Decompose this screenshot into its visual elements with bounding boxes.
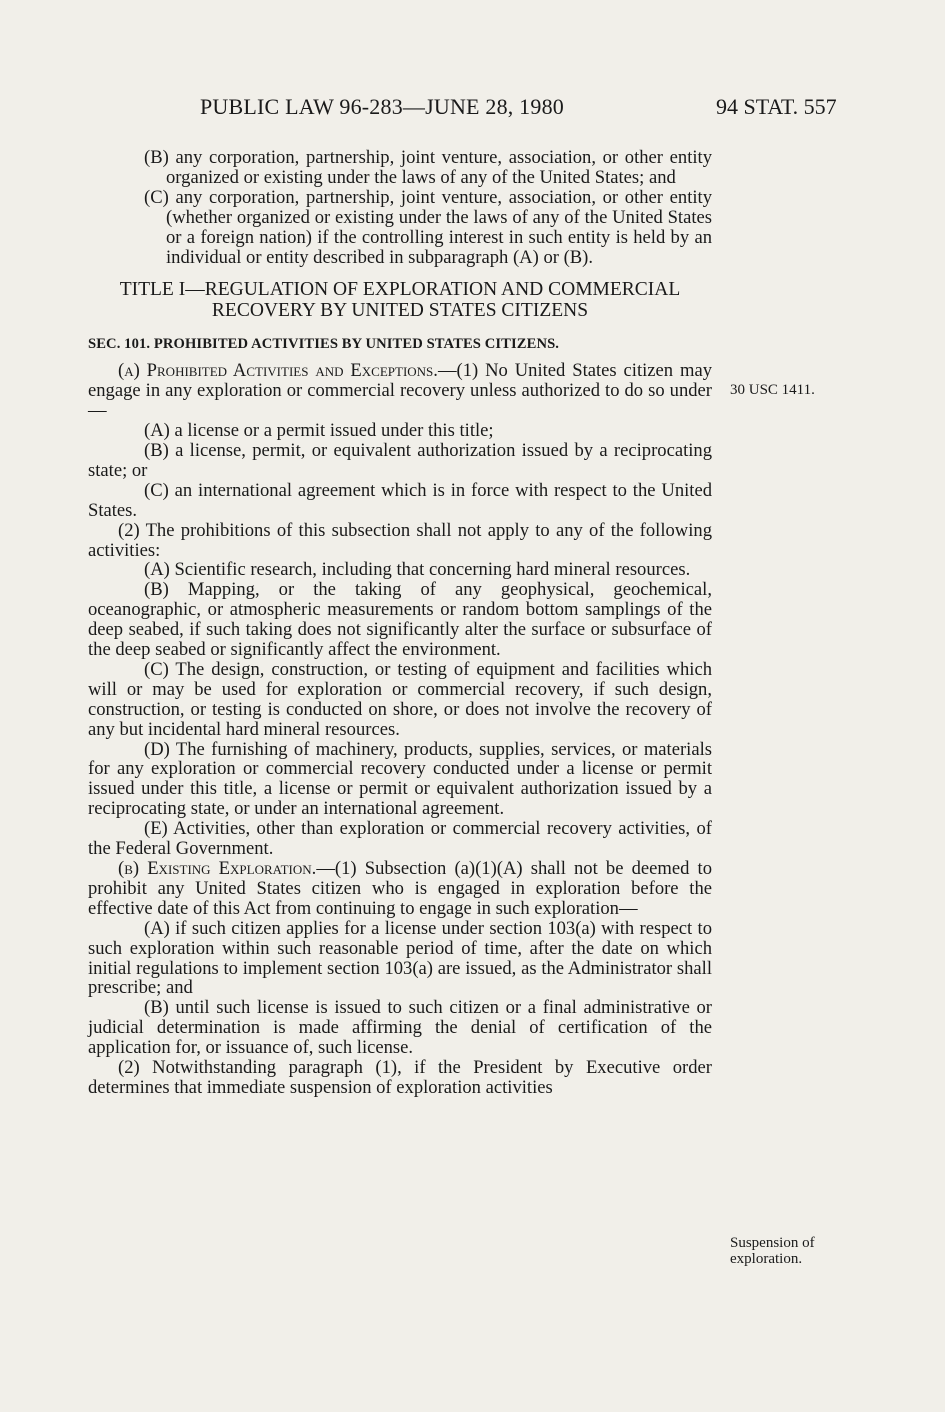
paragraph-subparagraph-b: (B) any corporation, partnership, joint venture, association, or other entity organized or existing under the laws of any of the United States; and bbox=[144, 147, 712, 188]
paragraph-a1 bbox=[88, 361, 712, 421]
paragraph-a2-A: (A) Scientific research, including that concerning hard mineral resources. bbox=[144, 559, 691, 581]
paragraph-a2-B: (B) Mapping, or the taking of any geophysical, geochemical, oceanographic, or atmospheric measurements or random bottom samplings of the deep seabed, if such taking does not significantly alter the surface or subsurface of the deep seabed or significantly affect the environment. bbox=[88, 579, 712, 661]
subsection-a-text: —(1) No United States citizen may engage in any exploration or commercial recovery unless authorized to do so under— bbox=[88, 360, 713, 422]
subsection-b-text: —(1) Subsection (a)(1)(A) shall not be deemed to prohibit any United States citizen who is engaged in exploration before the effective date of this Act from continuing to engage in such exploration— bbox=[88, 858, 713, 919]
subsection-a-heading: (a) Prohibited Activities and Exceptions. bbox=[118, 360, 438, 382]
paragraph-a2: (2) The prohibitions of this subsection shall not apply to any of the following activities: bbox=[88, 519, 712, 561]
body-text bbox=[88, 148, 712, 1098]
paragraph-a1-A: (A) a license or a permit issued under this title; bbox=[144, 420, 494, 442]
paragraph-subparagraph-c: (C) any corporation, partnership, joint venture, association, or other entity (whether organized or existing under the laws of any of the United States or a foreign nation) if the controlling interest in such entity is held by an individual or entity described in subparagraph (A) or (B). bbox=[144, 186, 712, 268]
title-heading: TITLE I—REGULATION OF EXPLORATION AND COMMERCIAL RECOVERY BY UNITED STATES CITIZENS bbox=[119, 279, 681, 322]
paragraph-a1-C: (C) an international agreement which is in force with respect to the United States. bbox=[88, 479, 712, 521]
paragraph-b1-B: (B) until such license is issued to such citizen or a final administrative or judicial determination is made affirming the denial of certification of the application for, or issuance of, such license. bbox=[88, 997, 712, 1059]
margin-note-suspension: Suspension of exploration. bbox=[730, 1235, 815, 1267]
page-number: 94 STAT. 557 bbox=[716, 94, 837, 119]
running-head: PUBLIC LAW 96-283—JUNE 28, 1980 bbox=[200, 94, 564, 119]
margin-note-usc: 30 USC 1411. bbox=[730, 382, 815, 398]
paragraph-a2-E: (E) Activities, other than exploration or commercial recovery activities, of the Federal Government. bbox=[88, 818, 712, 860]
paragraph-b1-A: (A) if such citizen applies for a license under section 103(a) with respect to such exploration within such reasonable period of time, after the date on which initial regulations to implement section 103(a) are issued, as the Administrator shall prescribe; and bbox=[88, 917, 712, 999]
paragraph-a1-B: (B) a license, permit, or equivalent authorization issued by a reciprocating state; or bbox=[88, 439, 712, 481]
section-heading: SEC. 101. PROHIBITED ACTIVITIES BY UNITED STATES CITIZENS. bbox=[88, 336, 560, 353]
paragraph-b2: (2) Notwithstanding paragraph (1), if the President by Executive order determines that immediate suspension of exploration activities bbox=[88, 1057, 712, 1098]
paragraph-a2-C: (C) The design, construction, or testing of equipment and facilities which will or may be used for exploration or commercial recovery, if such design, construction, or testing is conducted on shore, or does not involve the recovery of any but incidental hard mineral resources. bbox=[88, 658, 712, 740]
subsection-b-heading: (b) Existing Exploration. bbox=[118, 858, 317, 879]
paragraph-a2-D: (D) The furnishing of machinery, products, supplies, services, or materials for any exploration or commercial recovery conducted under a license or permit issued under this title, a license or permit or equivalent authorization issued by a reciprocating state, or under an international agreement. bbox=[88, 738, 712, 820]
paragraph-b1 bbox=[88, 859, 712, 919]
